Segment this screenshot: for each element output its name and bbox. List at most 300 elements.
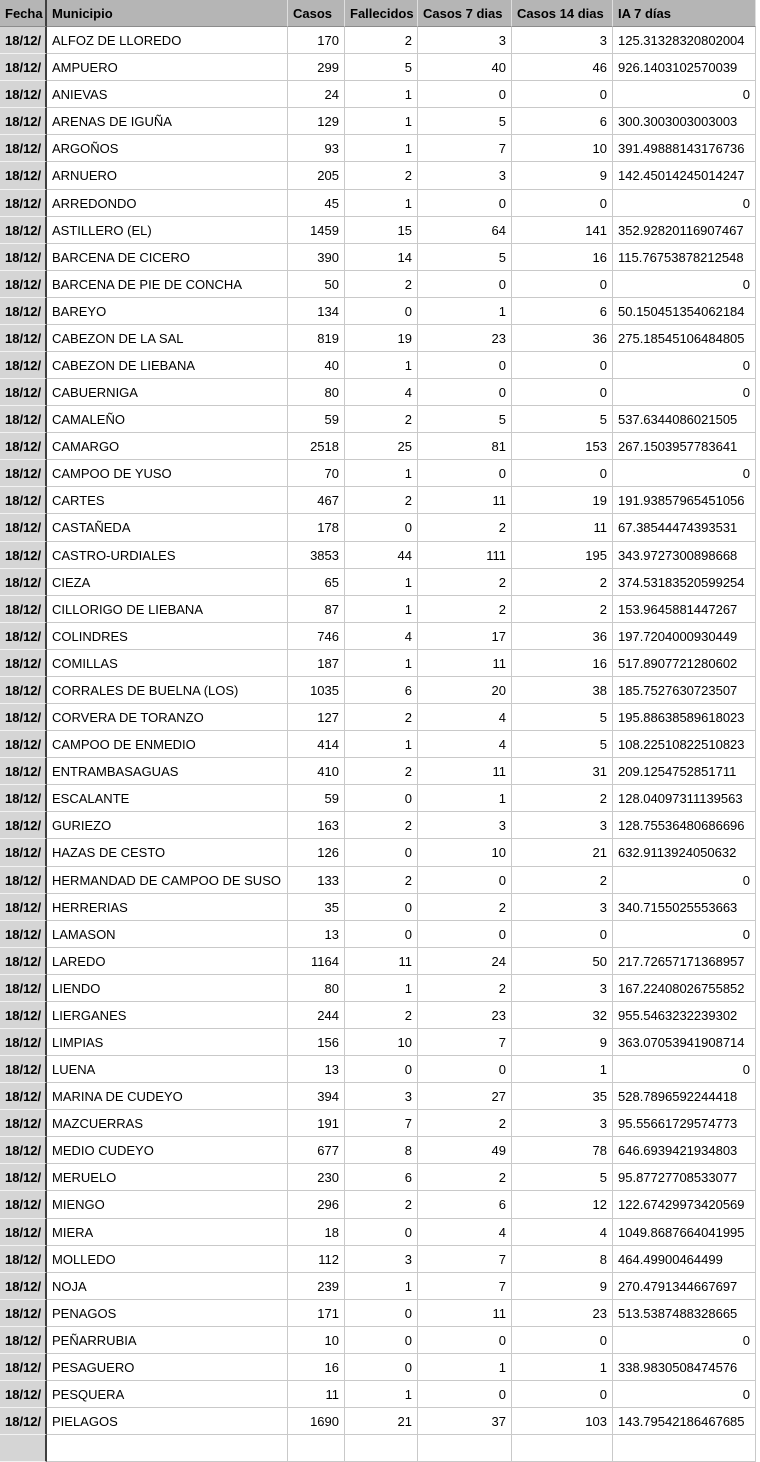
cell-fallecidos[interactable]: 1 xyxy=(345,650,418,677)
cell-municipio[interactable]: MOLLEDO xyxy=(47,1246,288,1273)
cell-ia7[interactable]: 926.1403102570039 xyxy=(613,54,756,81)
cell-casos14[interactable]: 195 xyxy=(512,542,613,569)
cell-fallecidos[interactable]: 0 xyxy=(345,514,418,541)
cell-fecha[interactable]: 18/12/ xyxy=(0,650,47,677)
cell-casos14[interactable]: 35 xyxy=(512,1083,613,1110)
cell-fecha[interactable]: 18/12/ xyxy=(0,839,47,866)
cell-casos[interactable]: 134 xyxy=(288,298,345,325)
cell-municipio[interactable]: NOJA xyxy=(47,1273,288,1300)
cell-casos14[interactable]: 1 xyxy=(512,1354,613,1381)
cell-municipio[interactable]: CAMPOO DE ENMEDIO xyxy=(47,731,288,758)
cell-casos14[interactable]: 2 xyxy=(512,785,613,812)
cell-casos7[interactable]: 81 xyxy=(418,433,512,460)
cell-casos[interactable]: 80 xyxy=(288,379,345,406)
cell-fallecidos[interactable]: 4 xyxy=(345,379,418,406)
cell-ia7[interactable]: 142.45014245014247 xyxy=(613,162,756,189)
cell-casos[interactable]: 244 xyxy=(288,1002,345,1029)
cell-ia7[interactable]: 0 xyxy=(613,352,756,379)
cell-municipio[interactable]: ARNUERO xyxy=(47,162,288,189)
cell-fallecidos[interactable]: 1 xyxy=(345,135,418,162)
cell-fecha[interactable]: 18/12/ xyxy=(0,1300,47,1327)
cell-fecha[interactable]: 18/12/ xyxy=(0,1219,47,1246)
cell-municipio[interactable]: ENTRAMBASAGUAS xyxy=(47,758,288,785)
cell-casos7[interactable]: 1 xyxy=(418,785,512,812)
cell-ia7[interactable]: 95.55661729574773 xyxy=(613,1110,756,1137)
cell-casos[interactable]: 819 xyxy=(288,325,345,352)
cell-casos7[interactable]: 7 xyxy=(418,1029,512,1056)
cell-casos14[interactable]: 9 xyxy=(512,1273,613,1300)
cell-municipio[interactable]: COMILLAS xyxy=(47,650,288,677)
cell-ia7[interactable]: 352.92820116907467 xyxy=(613,217,756,244)
cell-casos14[interactable]: 153 xyxy=(512,433,613,460)
cell-fallecidos[interactable]: 8 xyxy=(345,1137,418,1164)
cell-municipio[interactable]: ARREDONDO xyxy=(47,190,288,217)
cell-casos14[interactable]: 3 xyxy=(512,975,613,1002)
cell-fallecidos[interactable]: 21 xyxy=(345,1408,418,1435)
cell-fallecidos[interactable]: 6 xyxy=(345,1164,418,1191)
cell-casos14[interactable]: 12 xyxy=(512,1191,613,1218)
cell-casos[interactable]: 390 xyxy=(288,244,345,271)
cell-casos7[interactable]: 0 xyxy=(418,81,512,108)
cell-casos7[interactable]: 0 xyxy=(418,1327,512,1354)
cell-ia7[interactable]: 0 xyxy=(613,867,756,894)
cell-municipio[interactable]: MIERA xyxy=(47,1219,288,1246)
cell-fallecidos[interactable]: 10 xyxy=(345,1029,418,1056)
cell-casos[interactable]: 13 xyxy=(288,921,345,948)
cell-fallecidos[interactable]: 0 xyxy=(345,1056,418,1083)
cell-ia7[interactable]: 0 xyxy=(613,460,756,487)
cell-casos[interactable]: 13 xyxy=(288,1056,345,1083)
cell-casos7[interactable]: 2 xyxy=(418,1164,512,1191)
cell-fallecidos[interactable]: 0 xyxy=(345,1219,418,1246)
cell-casos[interactable]: 205 xyxy=(288,162,345,189)
cell-casos7[interactable]: 2 xyxy=(418,514,512,541)
cell-fallecidos[interactable]: 1 xyxy=(345,81,418,108)
cell-casos14[interactable]: 16 xyxy=(512,244,613,271)
cell-fallecidos[interactable]: 1 xyxy=(345,352,418,379)
cell-ia7[interactable]: 128.04097311139563 xyxy=(613,785,756,812)
cell-fecha[interactable]: 18/12/ xyxy=(0,1110,47,1137)
cell-casos14[interactable]: 23 xyxy=(512,1300,613,1327)
cell-fallecidos[interactable]: 0 xyxy=(345,785,418,812)
cell-ia7[interactable]: 0 xyxy=(613,379,756,406)
cell-casos7[interactable]: 5 xyxy=(418,108,512,135)
cell-fecha[interactable]: 18/12/ xyxy=(0,1354,47,1381)
cell-municipio[interactable]: LIERGANES xyxy=(47,1002,288,1029)
cell-ia7[interactable]: 50.150451354062184 xyxy=(613,298,756,325)
cell-municipio[interactable]: CORVERA DE TORANZO xyxy=(47,704,288,731)
cell-ia7[interactable]: 267.1503957783641 xyxy=(613,433,756,460)
cell-municipio[interactable]: MEDIO CUDEYO xyxy=(47,1137,288,1164)
cell-fallecidos-partial[interactable] xyxy=(345,1435,418,1462)
cell-fallecidos[interactable]: 3 xyxy=(345,1246,418,1273)
cell-casos14[interactable]: 0 xyxy=(512,379,613,406)
cell-casos14[interactable]: 2 xyxy=(512,569,613,596)
cell-fallecidos[interactable]: 15 xyxy=(345,217,418,244)
cell-fallecidos[interactable]: 6 xyxy=(345,677,418,704)
cell-casos[interactable]: 1164 xyxy=(288,948,345,975)
cell-fallecidos[interactable]: 0 xyxy=(345,298,418,325)
cell-casos7[interactable]: 111 xyxy=(418,542,512,569)
cell-fallecidos[interactable]: 2 xyxy=(345,867,418,894)
cell-ia7[interactable]: 300.3003003003003 xyxy=(613,108,756,135)
cell-fecha[interactable]: 18/12/ xyxy=(0,379,47,406)
cell-casos14[interactable]: 21 xyxy=(512,839,613,866)
cell-fallecidos[interactable]: 44 xyxy=(345,542,418,569)
cell-ia7[interactable]: 374.53183520599254 xyxy=(613,569,756,596)
cell-ia7[interactable]: 191.93857965451056 xyxy=(613,487,756,514)
cell-casos14[interactable]: 0 xyxy=(512,352,613,379)
cell-casos7[interactable]: 7 xyxy=(418,1273,512,1300)
cell-municipio[interactable]: PENAGOS xyxy=(47,1300,288,1327)
cell-municipio[interactable]: AMPUERO xyxy=(47,54,288,81)
cell-fecha[interactable]: 18/12/ xyxy=(0,1327,47,1354)
cell-municipio[interactable]: HAZAS DE CESTO xyxy=(47,839,288,866)
column-header-casos7[interactable]: Casos 7 dias xyxy=(418,0,512,27)
cell-casos14[interactable]: 141 xyxy=(512,217,613,244)
cell-fecha[interactable]: 18/12/ xyxy=(0,217,47,244)
cell-casos[interactable]: 18 xyxy=(288,1219,345,1246)
cell-casos[interactable]: 93 xyxy=(288,135,345,162)
cell-municipio[interactable]: CAMPOO DE YUSO xyxy=(47,460,288,487)
cell-fecha[interactable]: 18/12/ xyxy=(0,460,47,487)
cell-casos14[interactable]: 9 xyxy=(512,1029,613,1056)
cell-ia7[interactable]: 517.8907721280602 xyxy=(613,650,756,677)
cell-ia7[interactable]: 0 xyxy=(613,921,756,948)
cell-fallecidos[interactable]: 7 xyxy=(345,1110,418,1137)
cell-fecha[interactable]: 18/12/ xyxy=(0,1002,47,1029)
cell-fallecidos[interactable]: 1 xyxy=(345,596,418,623)
cell-casos7[interactable]: 3 xyxy=(418,27,512,54)
cell-casos14[interactable]: 3 xyxy=(512,812,613,839)
cell-fallecidos[interactable]: 1 xyxy=(345,460,418,487)
cell-fecha[interactable]: 18/12/ xyxy=(0,514,47,541)
cell-municipio[interactable]: CABEZON DE LIEBANA xyxy=(47,352,288,379)
cell-municipio[interactable]: ESCALANTE xyxy=(47,785,288,812)
cell-casos[interactable]: 746 xyxy=(288,623,345,650)
cell-fallecidos[interactable]: 1 xyxy=(345,190,418,217)
cell-casos[interactable]: 156 xyxy=(288,1029,345,1056)
cell-casos7[interactable]: 0 xyxy=(418,460,512,487)
cell-casos[interactable]: 677 xyxy=(288,1137,345,1164)
cell-municipio[interactable]: BAREYO xyxy=(47,298,288,325)
cell-fallecidos[interactable]: 2 xyxy=(345,1002,418,1029)
cell-casos14[interactable]: 2 xyxy=(512,596,613,623)
cell-fecha[interactable]: 18/12/ xyxy=(0,623,47,650)
cell-casos14[interactable]: 78 xyxy=(512,1137,613,1164)
cell-municipio[interactable]: ARENAS DE IGUÑA xyxy=(47,108,288,135)
cell-ia7[interactable]: 338.9830508474576 xyxy=(613,1354,756,1381)
cell-casos7[interactable]: 2 xyxy=(418,975,512,1002)
cell-casos[interactable]: 170 xyxy=(288,27,345,54)
cell-casos14[interactable]: 50 xyxy=(512,948,613,975)
cell-casos14[interactable]: 3 xyxy=(512,27,613,54)
cell-municipio[interactable]: CAMALEÑO xyxy=(47,406,288,433)
cell-fallecidos[interactable]: 14 xyxy=(345,244,418,271)
cell-fallecidos[interactable]: 0 xyxy=(345,1354,418,1381)
cell-ia7[interactable]: 528.7896592244418 xyxy=(613,1083,756,1110)
cell-casos[interactable]: 16 xyxy=(288,1354,345,1381)
cell-casos14[interactable]: 6 xyxy=(512,108,613,135)
cell-casos7[interactable]: 2 xyxy=(418,596,512,623)
cell-casos7[interactable]: 20 xyxy=(418,677,512,704)
cell-casos14[interactable]: 38 xyxy=(512,677,613,704)
cell-casos14[interactable]: 9 xyxy=(512,162,613,189)
cell-casos[interactable]: 87 xyxy=(288,596,345,623)
cell-fecha[interactable]: 18/12/ xyxy=(0,271,47,298)
cell-casos7[interactable]: 23 xyxy=(418,1002,512,1029)
column-header-fallecidos[interactable]: Fallecidos xyxy=(345,0,418,27)
cell-casos[interactable]: 112 xyxy=(288,1246,345,1273)
cell-fecha[interactable]: 18/12/ xyxy=(0,325,47,352)
cell-casos14[interactable]: 4 xyxy=(512,1219,613,1246)
cell-casos7[interactable]: 17 xyxy=(418,623,512,650)
cell-casos7[interactable]: 3 xyxy=(418,162,512,189)
cell-casos14[interactable]: 36 xyxy=(512,325,613,352)
cell-casos7[interactable]: 3 xyxy=(418,812,512,839)
cell-fallecidos[interactable]: 11 xyxy=(345,948,418,975)
cell-fallecidos[interactable]: 2 xyxy=(345,1191,418,1218)
cell-casos[interactable]: 127 xyxy=(288,704,345,731)
cell-fecha[interactable]: 18/12/ xyxy=(0,812,47,839)
cell-fecha[interactable]: 18/12/ xyxy=(0,677,47,704)
cell-ia7[interactable]: 343.9727300898668 xyxy=(613,542,756,569)
cell-fallecidos[interactable]: 0 xyxy=(345,921,418,948)
cell-ia7[interactable]: 143.79542186467685 xyxy=(613,1408,756,1435)
cell-casos7[interactable]: 5 xyxy=(418,406,512,433)
cell-fallecidos[interactable]: 1 xyxy=(345,731,418,758)
cell-casos14[interactable]: 1 xyxy=(512,1056,613,1083)
cell-casos[interactable]: 129 xyxy=(288,108,345,135)
cell-casos14[interactable]: 19 xyxy=(512,487,613,514)
cell-casos7[interactable]: 2 xyxy=(418,894,512,921)
cell-casos[interactable]: 35 xyxy=(288,894,345,921)
cell-ia7[interactable]: 185.7527630723507 xyxy=(613,677,756,704)
cell-casos7[interactable]: 37 xyxy=(418,1408,512,1435)
cell-fecha[interactable]: 18/12/ xyxy=(0,894,47,921)
cell-fecha[interactable]: 18/12/ xyxy=(0,542,47,569)
cell-casos7[interactable]: 11 xyxy=(418,650,512,677)
cell-casos7[interactable]: 4 xyxy=(418,731,512,758)
cell-ia7[interactable]: 363.07053941908714 xyxy=(613,1029,756,1056)
cell-casos[interactable]: 24 xyxy=(288,81,345,108)
cell-fecha[interactable]: 18/12/ xyxy=(0,352,47,379)
cell-casos14[interactable]: 46 xyxy=(512,54,613,81)
cell-casos[interactable]: 171 xyxy=(288,1300,345,1327)
cell-ia7[interactable]: 270.4791344667697 xyxy=(613,1273,756,1300)
cell-municipio[interactable]: BARCENA DE PIE DE CONCHA xyxy=(47,271,288,298)
cell-fecha[interactable]: 18/12/ xyxy=(0,1191,47,1218)
cell-casos[interactable]: 467 xyxy=(288,487,345,514)
cell-fallecidos[interactable]: 1 xyxy=(345,975,418,1002)
cell-casos[interactable]: 3853 xyxy=(288,542,345,569)
cell-fecha[interactable]: 18/12/ xyxy=(0,433,47,460)
cell-casos14[interactable]: 3 xyxy=(512,894,613,921)
cell-fecha[interactable]: 18/12/ xyxy=(0,1029,47,1056)
cell-casos7[interactable]: 1 xyxy=(418,298,512,325)
cell-casos7[interactable]: 0 xyxy=(418,271,512,298)
cell-fecha[interactable]: 18/12/ xyxy=(0,108,47,135)
cell-casos[interactable]: 230 xyxy=(288,1164,345,1191)
cell-casos14[interactable]: 5 xyxy=(512,1164,613,1191)
cell-ia7[interactable]: 0 xyxy=(613,1327,756,1354)
cell-fallecidos[interactable]: 2 xyxy=(345,27,418,54)
column-header-casos14[interactable]: Casos 14 dias xyxy=(512,0,613,27)
cell-municipio[interactable]: PIELAGOS xyxy=(47,1408,288,1435)
cell-ia7-partial[interactable] xyxy=(613,1435,756,1462)
cell-casos7[interactable]: 0 xyxy=(418,379,512,406)
cell-municipio[interactable]: CIEZA xyxy=(47,569,288,596)
cell-casos7[interactable]: 0 xyxy=(418,352,512,379)
cell-casos7[interactable]: 2 xyxy=(418,569,512,596)
cell-casos7[interactable]: 11 xyxy=(418,1300,512,1327)
cell-ia7[interactable]: 122.67429973420569 xyxy=(613,1191,756,1218)
cell-municipio[interactable]: PEÑARRUBIA xyxy=(47,1327,288,1354)
cell-municipio[interactable]: CILLORIGO DE LIEBANA xyxy=(47,596,288,623)
cell-fallecidos[interactable]: 1 xyxy=(345,1273,418,1300)
cell-casos[interactable]: 11 xyxy=(288,1381,345,1408)
cell-fecha[interactable]: 18/12/ xyxy=(0,785,47,812)
column-header-municipio[interactable]: Municipio xyxy=(47,0,288,27)
cell-casos7[interactable]: 23 xyxy=(418,325,512,352)
cell-casos[interactable]: 10 xyxy=(288,1327,345,1354)
cell-municipio[interactable]: CASTRO-URDIALES xyxy=(47,542,288,569)
cell-ia7[interactable]: 217.72657171368957 xyxy=(613,948,756,975)
cell-casos[interactable]: 59 xyxy=(288,406,345,433)
cell-casos7[interactable]: 0 xyxy=(418,1056,512,1083)
cell-fallecidos[interactable]: 2 xyxy=(345,758,418,785)
cell-casos14[interactable]: 5 xyxy=(512,406,613,433)
cell-casos14[interactable]: 11 xyxy=(512,514,613,541)
cell-fecha[interactable]: 18/12/ xyxy=(0,1408,47,1435)
cell-municipio[interactable]: ANIEVAS xyxy=(47,81,288,108)
cell-fallecidos[interactable]: 0 xyxy=(345,1300,418,1327)
cell-casos[interactable]: 178 xyxy=(288,514,345,541)
cell-fecha[interactable]: 18/12/ xyxy=(0,1137,47,1164)
cell-fallecidos[interactable]: 2 xyxy=(345,812,418,839)
cell-casos[interactable]: 394 xyxy=(288,1083,345,1110)
cell-fallecidos[interactable]: 2 xyxy=(345,487,418,514)
cell-municipio[interactable]: ARGOÑOS xyxy=(47,135,288,162)
cell-casos7[interactable]: 0 xyxy=(418,921,512,948)
cell-municipio[interactable]: CABEZON DE LA SAL xyxy=(47,325,288,352)
cell-casos7[interactable]: 4 xyxy=(418,704,512,731)
cell-fallecidos[interactable]: 2 xyxy=(345,406,418,433)
cell-casos7[interactable]: 27 xyxy=(418,1083,512,1110)
cell-casos14[interactable]: 0 xyxy=(512,190,613,217)
cell-ia7[interactable]: 209.1254752851711 xyxy=(613,758,756,785)
cell-municipio[interactable]: HERMANDAD DE CAMPOO DE SUSO xyxy=(47,867,288,894)
cell-fecha[interactable]: 18/12/ xyxy=(0,1164,47,1191)
cell-municipio[interactable]: LUENA xyxy=(47,1056,288,1083)
cell-casos[interactable]: 80 xyxy=(288,975,345,1002)
cell-casos14[interactable]: 10 xyxy=(512,135,613,162)
cell-fecha[interactable]: 18/12/ xyxy=(0,1083,47,1110)
cell-fallecidos[interactable]: 5 xyxy=(345,54,418,81)
cell-fecha[interactable]: 18/12/ xyxy=(0,81,47,108)
cell-casos[interactable]: 133 xyxy=(288,867,345,894)
cell-fecha[interactable]: 18/12/ xyxy=(0,135,47,162)
column-header-fecha[interactable]: Fecha xyxy=(0,0,47,27)
cell-casos[interactable]: 187 xyxy=(288,650,345,677)
cell-municipio[interactable]: CASTAÑEDA xyxy=(47,514,288,541)
cell-casos7[interactable]: 7 xyxy=(418,1246,512,1273)
cell-casos[interactable]: 126 xyxy=(288,839,345,866)
cell-fecha[interactable]: 18/12/ xyxy=(0,1056,47,1083)
cell-fecha[interactable]: 18/12/ xyxy=(0,948,47,975)
cell-ia7[interactable]: 513.5387488328665 xyxy=(613,1300,756,1327)
cell-fecha[interactable]: 18/12/ xyxy=(0,921,47,948)
cell-casos[interactable]: 40 xyxy=(288,352,345,379)
cell-casos14[interactable]: 16 xyxy=(512,650,613,677)
cell-municipio[interactable]: CORRALES DE BUELNA (LOS) xyxy=(47,677,288,704)
cell-casos14[interactable]: 0 xyxy=(512,81,613,108)
cell-fecha[interactable]: 18/12/ xyxy=(0,27,47,54)
cell-ia7[interactable]: 0 xyxy=(613,190,756,217)
cell-fecha[interactable]: 18/12/ xyxy=(0,569,47,596)
cell-municipio[interactable]: ALFOZ DE LLOREDO xyxy=(47,27,288,54)
cell-casos7[interactable]: 64 xyxy=(418,217,512,244)
cell-municipio[interactable]: ASTILLERO (EL) xyxy=(47,217,288,244)
cell-municipio-partial[interactable] xyxy=(47,1435,288,1462)
cell-ia7[interactable]: 125.31328320802004 xyxy=(613,27,756,54)
cell-casos[interactable]: 1035 xyxy=(288,677,345,704)
cell-ia7[interactable]: 632.9113924050632 xyxy=(613,839,756,866)
cell-fallecidos[interactable]: 1 xyxy=(345,108,418,135)
cell-fecha[interactable]: 18/12/ xyxy=(0,162,47,189)
cell-ia7[interactable]: 1049.8687664041995 xyxy=(613,1219,756,1246)
cell-casos[interactable]: 191 xyxy=(288,1110,345,1137)
cell-casos7[interactable]: 1 xyxy=(418,1354,512,1381)
cell-ia7[interactable]: 0 xyxy=(613,81,756,108)
cell-casos14[interactable]: 36 xyxy=(512,623,613,650)
cell-casos7[interactable]: 5 xyxy=(418,244,512,271)
cell-fecha[interactable]: 18/12/ xyxy=(0,704,47,731)
cell-fecha[interactable]: 18/12/ xyxy=(0,190,47,217)
cell-casos7[interactable]: 2 xyxy=(418,1110,512,1137)
cell-fallecidos[interactable]: 4 xyxy=(345,623,418,650)
cell-fecha[interactable]: 18/12/ xyxy=(0,244,47,271)
cell-casos[interactable]: 410 xyxy=(288,758,345,785)
cell-ia7[interactable]: 95.87727708533077 xyxy=(613,1164,756,1191)
cell-casos[interactable]: 70 xyxy=(288,460,345,487)
cell-municipio[interactable]: MAZCUERRAS xyxy=(47,1110,288,1137)
cell-fallecidos[interactable]: 0 xyxy=(345,839,418,866)
cell-fecha[interactable]: 18/12/ xyxy=(0,298,47,325)
cell-fallecidos[interactable]: 2 xyxy=(345,704,418,731)
cell-casos14[interactable]: 0 xyxy=(512,460,613,487)
cell-ia7[interactable]: 197.7204000930449 xyxy=(613,623,756,650)
cell-casos7[interactable]: 4 xyxy=(418,1219,512,1246)
cell-fecha[interactable]: 18/12/ xyxy=(0,1273,47,1300)
cell-fallecidos[interactable]: 19 xyxy=(345,325,418,352)
cell-casos7[interactable]: 0 xyxy=(418,1381,512,1408)
cell-municipio[interactable]: MERUELO xyxy=(47,1164,288,1191)
cell-municipio[interactable]: CABUERNIGA xyxy=(47,379,288,406)
cell-casos7-partial[interactable] xyxy=(418,1435,512,1462)
cell-ia7[interactable]: 128.75536480686696 xyxy=(613,812,756,839)
cell-fallecidos[interactable]: 1 xyxy=(345,1381,418,1408)
cell-ia7[interactable]: 153.9645881447267 xyxy=(613,596,756,623)
cell-ia7[interactable]: 275.18545106484805 xyxy=(613,325,756,352)
cell-fallecidos[interactable]: 1 xyxy=(345,569,418,596)
column-header-ia7[interactable]: IA 7 días xyxy=(613,0,756,27)
cell-municipio[interactable]: CAMARGO xyxy=(47,433,288,460)
cell-ia7[interactable]: 537.6344086021505 xyxy=(613,406,756,433)
cell-casos7[interactable]: 0 xyxy=(418,190,512,217)
cell-fallecidos[interactable]: 0 xyxy=(345,894,418,921)
cell-casos[interactable]: 299 xyxy=(288,54,345,81)
